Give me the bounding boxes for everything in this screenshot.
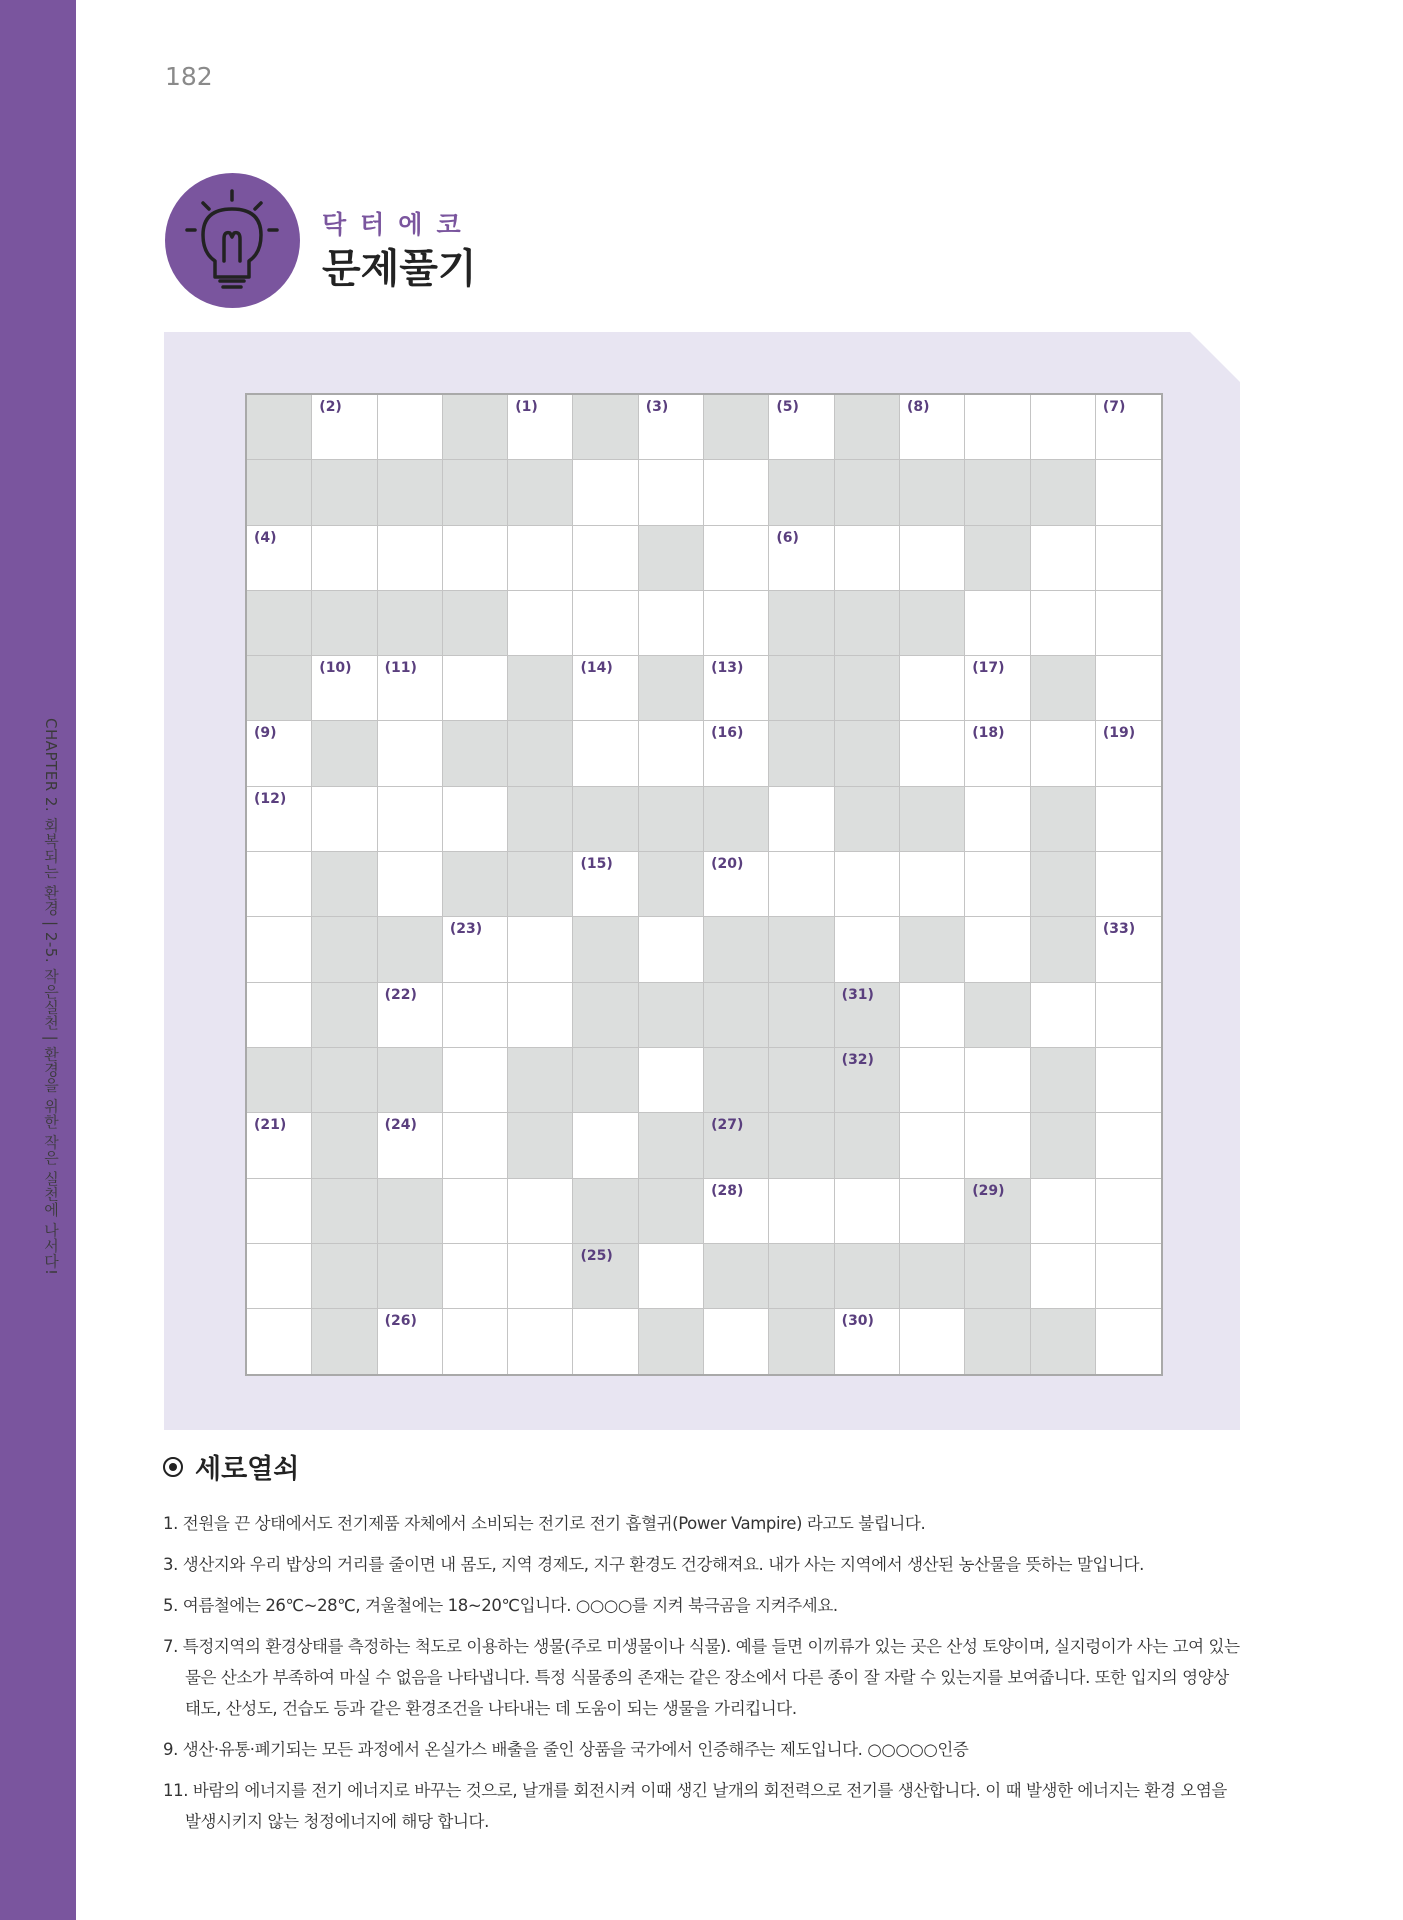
crossword-answer-cell[interactable] bbox=[965, 591, 1030, 656]
crossword-block-cell bbox=[573, 1048, 638, 1113]
crossword-answer-cell[interactable] bbox=[1096, 852, 1161, 917]
crossword-answer-cell[interactable] bbox=[508, 1244, 573, 1309]
crossword-block-cell bbox=[704, 1048, 769, 1113]
crossword-answer-cell[interactable] bbox=[835, 852, 900, 917]
crossword-answer-cell[interactable] bbox=[1096, 656, 1161, 721]
clue-number-label: (13) bbox=[711, 660, 744, 677]
crossword-answer-cell[interactable] bbox=[378, 787, 443, 852]
crossword-block-cell bbox=[769, 983, 834, 1048]
crossword-block-cell bbox=[965, 983, 1030, 1048]
crossword-block-cell bbox=[769, 656, 834, 721]
crossword-block-cell bbox=[443, 852, 508, 917]
crossword-answer-cell[interactable] bbox=[508, 1179, 573, 1244]
crossword-answer-cell[interactable] bbox=[900, 395, 965, 460]
crossword-answer-cell[interactable] bbox=[965, 1048, 1030, 1113]
crossword-block-cell bbox=[769, 1244, 834, 1309]
crossword-answer-cell[interactable] bbox=[965, 852, 1030, 917]
crossword-block-cell bbox=[312, 1048, 377, 1113]
clue-number-label: (11) bbox=[384, 660, 417, 677]
crossword-block-cell bbox=[639, 656, 704, 721]
clue-number-label: (24) bbox=[384, 1117, 417, 1134]
crossword-answer-cell[interactable] bbox=[965, 721, 1030, 786]
clue-number-label: (1) bbox=[515, 399, 538, 415]
crossword-answer-cell[interactable] bbox=[704, 656, 769, 721]
crossword-answer-cell[interactable] bbox=[247, 852, 312, 917]
crossword-answer-cell[interactable] bbox=[965, 1113, 1030, 1178]
crossword-answer-cell[interactable] bbox=[247, 721, 312, 786]
crossword-answer-cell[interactable] bbox=[247, 1309, 312, 1374]
crossword-block-cell bbox=[639, 1113, 704, 1178]
lightbulb-head-icon bbox=[165, 173, 300, 308]
crossword-answer-cell[interactable] bbox=[443, 917, 508, 982]
crossword-block-cell bbox=[508, 852, 573, 917]
crossword-answer-cell[interactable] bbox=[443, 1179, 508, 1244]
crossword-answer-cell[interactable] bbox=[443, 787, 508, 852]
crossword-block-cell bbox=[704, 917, 769, 982]
crossword-answer-cell[interactable] bbox=[965, 656, 1030, 721]
crossword-block-cell bbox=[769, 460, 834, 525]
crossword-answer-cell[interactable] bbox=[247, 787, 312, 852]
crossword-answer-cell[interactable] bbox=[704, 852, 769, 917]
clue-number-label: (26) bbox=[384, 1313, 417, 1330]
crossword-block-cell bbox=[312, 983, 377, 1048]
crossword-answer-cell[interactable] bbox=[1096, 1113, 1161, 1178]
clue-number-label: (29) bbox=[972, 1182, 1005, 1199]
crossword-block-cell bbox=[835, 1244, 900, 1309]
crossword-block-cell bbox=[508, 656, 573, 721]
clue-item: 9. 생산·유통·폐기되는 모든 과정에서 온실가스 배출을 줄인 상품을 국가에서 인증해주는 제도입니다. ○○○○○인증 bbox=[163, 1740, 969, 1759]
crossword-answer-cell[interactable] bbox=[508, 591, 573, 656]
crossword-answer-cell[interactable] bbox=[378, 852, 443, 917]
crossword-answer-cell[interactable] bbox=[1096, 787, 1161, 852]
crossword-answer-cell[interactable] bbox=[573, 526, 638, 591]
crossword-answer-cell[interactable] bbox=[965, 395, 1030, 460]
clues-header-label: 세로열쇠 bbox=[195, 1454, 300, 1485]
crossword-block-cell bbox=[769, 1048, 834, 1113]
crossword-answer-cell[interactable] bbox=[378, 526, 443, 591]
clue-number-label: (27) bbox=[711, 1117, 744, 1134]
page-number: 182 bbox=[165, 62, 213, 91]
crossword-block-cell bbox=[312, 591, 377, 656]
crossword-block-cell bbox=[704, 983, 769, 1048]
crossword-block-cell bbox=[443, 721, 508, 786]
crossword-answer-cell[interactable] bbox=[1096, 591, 1161, 656]
crossword-block-cell bbox=[639, 787, 704, 852]
crossword-block-cell bbox=[704, 395, 769, 460]
crossword-block-cell bbox=[378, 1179, 443, 1244]
clue-number-label: (7) bbox=[1102, 399, 1126, 415]
crossword-answer-cell[interactable] bbox=[639, 1244, 704, 1309]
crossword-answer-cell[interactable] bbox=[900, 852, 965, 917]
crossword-answer-cell[interactable] bbox=[704, 591, 769, 656]
clue-item: 5. 여름철에는 26℃~28℃, 겨울철에는 18~20℃입니다. ○○○○를 지켜 북극곰을 지켜주세요. bbox=[163, 1596, 838, 1615]
crossword-block-cell bbox=[900, 787, 965, 852]
crossword-answer-cell[interactable] bbox=[508, 1309, 573, 1374]
chapter-side-label: CHAPTER 2. 회복되는 환경 | 2-5. 작은실천 | 환경을 위한 작은 실천에 나서다! bbox=[42, 718, 60, 1276]
crossword-answer-cell[interactable] bbox=[1096, 526, 1161, 591]
crossword-answer-cell[interactable] bbox=[378, 656, 443, 721]
crossword-answer-cell[interactable] bbox=[1096, 721, 1161, 786]
crossword-answer-cell[interactable] bbox=[312, 395, 377, 460]
crossword-block-cell bbox=[312, 721, 377, 786]
crossword-block-cell bbox=[508, 1113, 573, 1178]
crossword-block-cell bbox=[1031, 460, 1096, 525]
crossword-block-cell bbox=[704, 787, 769, 852]
crossword-block-cell bbox=[704, 1113, 769, 1178]
crossword-block-cell bbox=[247, 395, 312, 460]
crossword-block-cell bbox=[900, 917, 965, 982]
crossword-block-cell bbox=[312, 460, 377, 525]
crossword-answer-cell[interactable] bbox=[1031, 721, 1096, 786]
crossword-block-cell bbox=[247, 1048, 312, 1113]
crossword-block-cell bbox=[312, 1113, 377, 1178]
crossword-block-cell bbox=[573, 1179, 638, 1244]
crossword-answer-cell[interactable] bbox=[508, 917, 573, 982]
clue-number-label: (18) bbox=[972, 725, 1005, 742]
crossword-block-cell bbox=[508, 721, 573, 786]
crossword-answer-cell[interactable] bbox=[704, 460, 769, 525]
clue-number-label: (8) bbox=[906, 399, 930, 415]
crossword-answer-cell[interactable] bbox=[1096, 1244, 1161, 1309]
crossword-answer-cell[interactable] bbox=[900, 1048, 965, 1113]
crossword-block-cell bbox=[573, 917, 638, 982]
crossword-answer-cell[interactable] bbox=[835, 1179, 900, 1244]
crossword-answer-cell[interactable] bbox=[312, 787, 377, 852]
crossword-block-cell bbox=[769, 721, 834, 786]
clue-number-label: (22) bbox=[384, 986, 417, 1003]
crossword-answer-cell[interactable] bbox=[769, 1179, 834, 1244]
crossword-answer-cell[interactable] bbox=[1096, 1309, 1161, 1374]
crossword-block-cell bbox=[247, 591, 312, 656]
crossword-answer-cell[interactable] bbox=[378, 1113, 443, 1178]
crossword-answer-cell[interactable] bbox=[900, 656, 965, 721]
bullet-target-icon bbox=[163, 1457, 183, 1477]
crossword-answer-cell[interactable] bbox=[1031, 395, 1096, 460]
crossword-answer-cell[interactable] bbox=[1031, 591, 1096, 656]
clue-number-label: (23) bbox=[449, 921, 483, 938]
clue-number-label: (6) bbox=[776, 529, 799, 546]
crossword-answer-cell[interactable] bbox=[1096, 395, 1161, 460]
crossword-block-cell bbox=[573, 787, 638, 852]
crossword-block-cell bbox=[1031, 1048, 1096, 1113]
crossword-answer-cell[interactable] bbox=[769, 526, 834, 591]
crossword-block-cell bbox=[965, 1309, 1030, 1374]
crossword-block-cell bbox=[639, 1179, 704, 1244]
clue-number-label: (28) bbox=[711, 1182, 744, 1199]
crossword-block-cell bbox=[247, 460, 312, 525]
clue-number-label: (30) bbox=[841, 1313, 874, 1330]
crossword-answer-cell[interactable] bbox=[573, 852, 638, 917]
crossword-answer-cell[interactable] bbox=[769, 852, 834, 917]
clue-item: 7. 특정지역의 환경상태를 측정하는 척도로 이용하는 생물(주로 미생물이나 식물). 예를 들면 이끼류가 있는 곳은 산성 토양이며, 실지렁이가 사는 고여 있는 물은 산소가 부족하여 마실 수 없음을 나타냅니다. 특정 식물종의 존재는 같은 장소에서 다른 종이 잘 자랄 수 있는지를 보여줍니다. 또한 입지의 영양상태도, 산성도, 건습도 등과 같은 환경조건을 나타내는 데 도움이 되는 생물을 가리킵니다. bbox=[163, 1637, 1240, 1718]
clue-number-label: (15) bbox=[580, 856, 613, 873]
crossword-answer-cell[interactable] bbox=[247, 983, 312, 1048]
crossword-answer-cell[interactable] bbox=[443, 526, 508, 591]
crossword-block-cell bbox=[704, 1244, 769, 1309]
clue-number-label: (14) bbox=[580, 660, 613, 677]
crossword-answer-cell[interactable] bbox=[900, 1179, 965, 1244]
crossword-block-cell bbox=[508, 460, 573, 525]
crossword-answer-cell[interactable] bbox=[312, 656, 377, 721]
crossword-block-cell bbox=[900, 460, 965, 525]
crossword-block-cell bbox=[312, 1244, 377, 1309]
clue-number-label: (10) bbox=[319, 660, 352, 677]
crossword-block-cell bbox=[378, 1048, 443, 1113]
crossword-answer-cell[interactable] bbox=[247, 1179, 312, 1244]
clue-number-label: (19) bbox=[1102, 725, 1136, 742]
crossword-block-cell bbox=[312, 1309, 377, 1374]
crossword-answer-cell[interactable] bbox=[835, 1309, 900, 1374]
crossword-answer-cell[interactable] bbox=[900, 1113, 965, 1178]
clues-header bbox=[163, 1447, 1243, 1486]
crossword-block-cell bbox=[769, 591, 834, 656]
crossword-block-cell bbox=[1031, 787, 1096, 852]
clues-section bbox=[163, 1447, 1243, 1847]
crossword-block-cell bbox=[965, 1244, 1030, 1309]
crossword-answer-cell[interactable] bbox=[378, 1309, 443, 1374]
crossword-answer-cell[interactable] bbox=[247, 917, 312, 982]
crossword-block-cell bbox=[247, 656, 312, 721]
crossword-grid bbox=[245, 393, 1163, 1376]
crossword-block-cell bbox=[443, 460, 508, 525]
clue-number-label: (32) bbox=[841, 1051, 874, 1068]
crossword-block-cell bbox=[443, 591, 508, 656]
crossword-answer-cell[interactable] bbox=[378, 983, 443, 1048]
clue-number-label: (33) bbox=[1102, 921, 1136, 938]
crossword-answer-cell[interactable] bbox=[312, 526, 377, 591]
crossword-answer-cell[interactable] bbox=[900, 983, 965, 1048]
crossword-block-cell bbox=[900, 1244, 965, 1309]
crossword-block-cell bbox=[378, 591, 443, 656]
crossword-answer-cell[interactable] bbox=[900, 1309, 965, 1374]
crossword-block-cell bbox=[312, 852, 377, 917]
clue-number-label: (20) bbox=[711, 856, 744, 873]
clue-number-label: (4) bbox=[254, 529, 277, 546]
crossword-answer-cell[interactable] bbox=[508, 395, 573, 460]
crossword-answer-cell[interactable] bbox=[443, 1309, 508, 1374]
clue-number-label: (9) bbox=[254, 725, 277, 742]
crossword-answer-cell[interactable] bbox=[508, 983, 573, 1048]
crossword-answer-cell[interactable] bbox=[1096, 1048, 1161, 1113]
crossword-answer-cell[interactable] bbox=[769, 787, 834, 852]
chapter-sidebar bbox=[0, 0, 76, 1920]
crossword-block-cell bbox=[312, 1179, 377, 1244]
crossword-answer-cell[interactable] bbox=[508, 526, 573, 591]
crossword-answer-cell[interactable] bbox=[704, 526, 769, 591]
crossword-answer-cell[interactable] bbox=[443, 983, 508, 1048]
crossword-answer-cell[interactable] bbox=[835, 526, 900, 591]
crossword-answer-cell[interactable] bbox=[1096, 460, 1161, 525]
crossword-block-cell bbox=[835, 395, 900, 460]
crossword-block-cell bbox=[508, 787, 573, 852]
crossword-answer-cell[interactable] bbox=[639, 1048, 704, 1113]
clue-number-label: (5) bbox=[776, 399, 799, 415]
clue-item: 3. 생산지와 우리 밥상의 거리를 줄이면 내 몸도, 지역 경제도, 지구 환경도 건강해져요. 내가 사는 지역에서 생산된 농산물을 뜻하는 말입니다. bbox=[163, 1555, 1145, 1574]
crossword-answer-cell[interactable] bbox=[573, 591, 638, 656]
crossword-answer-cell[interactable] bbox=[639, 395, 704, 460]
clue-number-label: (31) bbox=[841, 986, 874, 1003]
crossword-block-cell bbox=[312, 917, 377, 982]
crossword-answer-cell[interactable] bbox=[639, 917, 704, 982]
crossword-answer-cell[interactable] bbox=[1096, 983, 1161, 1048]
crossword-answer-cell[interactable] bbox=[573, 721, 638, 786]
crossword-block-cell bbox=[639, 526, 704, 591]
crossword-block-cell bbox=[835, 787, 900, 852]
crossword-answer-cell[interactable] bbox=[573, 460, 638, 525]
crossword-block-cell bbox=[835, 721, 900, 786]
crossword-answer-cell[interactable] bbox=[900, 526, 965, 591]
crossword-block-cell bbox=[1031, 1309, 1096, 1374]
crossword-block-cell bbox=[573, 983, 638, 1048]
crossword-answer-cell[interactable] bbox=[443, 656, 508, 721]
crossword-answer-cell[interactable] bbox=[247, 1244, 312, 1309]
crossword-answer-cell[interactable] bbox=[378, 395, 443, 460]
crossword-block-cell bbox=[639, 983, 704, 1048]
crossword-block-cell bbox=[639, 852, 704, 917]
crossword-answer-cell[interactable] bbox=[443, 1113, 508, 1178]
crossword-block-cell bbox=[965, 1179, 1030, 1244]
crossword-answer-cell[interactable] bbox=[443, 1048, 508, 1113]
crossword-answer-cell[interactable] bbox=[704, 721, 769, 786]
crossword-block-cell bbox=[965, 526, 1030, 591]
crossword-block-cell bbox=[378, 917, 443, 982]
crossword-answer-cell[interactable] bbox=[573, 1113, 638, 1178]
crossword-answer-cell[interactable] bbox=[247, 1113, 312, 1178]
crossword-block-cell bbox=[835, 983, 900, 1048]
crossword-answer-cell[interactable] bbox=[704, 1309, 769, 1374]
crossword-block-cell bbox=[378, 460, 443, 525]
clue-number-label: (3) bbox=[645, 399, 669, 415]
clue-number-label: (12) bbox=[254, 790, 287, 807]
crossword-block-cell bbox=[573, 1244, 638, 1309]
crossword-answer-cell[interactable] bbox=[769, 395, 834, 460]
crossword-answer-cell[interactable] bbox=[1031, 1179, 1096, 1244]
crossword-answer-cell[interactable] bbox=[965, 917, 1030, 982]
crossword-block-cell bbox=[835, 1113, 900, 1178]
clue-number-label: (21) bbox=[254, 1117, 287, 1134]
crossword-block-cell bbox=[769, 1309, 834, 1374]
crossword-block-cell bbox=[769, 917, 834, 982]
crossword-block-cell bbox=[1031, 852, 1096, 917]
crossword-block-cell bbox=[835, 460, 900, 525]
crossword-answer-cell[interactable] bbox=[639, 460, 704, 525]
clue-item: 1. 전원을 끈 상태에서도 전기제품 자체에서 소비되는 전기로 전기 흡혈귀(Power Vampire) 라고도 불립니다. bbox=[163, 1514, 926, 1533]
crossword-block-cell bbox=[1031, 1113, 1096, 1178]
crossword-answer-cell[interactable] bbox=[573, 656, 638, 721]
crossword-block-cell bbox=[1031, 656, 1096, 721]
crossword-answer-cell[interactable] bbox=[1096, 1179, 1161, 1244]
clue-number-label: (2) bbox=[319, 399, 342, 415]
crossword-answer-cell[interactable] bbox=[639, 721, 704, 786]
section-title: 문제풀기 bbox=[322, 246, 477, 292]
clue-number-label: (16) bbox=[711, 725, 744, 742]
crossword-block-cell bbox=[378, 1244, 443, 1309]
crossword-block-cell bbox=[769, 1113, 834, 1178]
crossword-block-cell bbox=[900, 591, 965, 656]
crossword-answer-cell[interactable] bbox=[1031, 526, 1096, 591]
crossword-answer-cell[interactable] bbox=[443, 1244, 508, 1309]
crossword-answer-cell[interactable] bbox=[965, 787, 1030, 852]
crossword-block-cell bbox=[835, 591, 900, 656]
crossword-block-cell bbox=[835, 1048, 900, 1113]
section-subtitle: 닥터에코 bbox=[322, 210, 475, 239]
crossword-block-cell bbox=[965, 460, 1030, 525]
clue-number-label: (25) bbox=[580, 1247, 613, 1264]
crossword-answer-cell[interactable] bbox=[1096, 917, 1161, 982]
crossword-block-cell bbox=[508, 1048, 573, 1113]
crossword-answer-cell[interactable] bbox=[835, 917, 900, 982]
crossword-answer-cell[interactable] bbox=[639, 591, 704, 656]
crossword-answer-cell[interactable] bbox=[704, 1179, 769, 1244]
crossword-block-cell bbox=[639, 1309, 704, 1374]
crossword-answer-cell[interactable] bbox=[1031, 1244, 1096, 1309]
crossword-block-cell bbox=[443, 395, 508, 460]
crossword-block-cell bbox=[835, 656, 900, 721]
crossword-answer-cell[interactable] bbox=[573, 1309, 638, 1374]
clue-number-label: (17) bbox=[972, 660, 1005, 677]
crossword-answer-cell[interactable] bbox=[247, 526, 312, 591]
crossword-block-cell bbox=[1031, 917, 1096, 982]
crossword-answer-cell[interactable] bbox=[900, 721, 965, 786]
crossword-block-cell bbox=[573, 395, 638, 460]
crossword-answer-cell[interactable] bbox=[378, 721, 443, 786]
clue-item: 11. 바람의 에너지를 전기 에너지로 바꾸는 것으로, 날개를 회전시켜 이때 생긴 날개의 회전력으로 전기를 생산합니다. 이 때 발생한 에너지는 환경 오염을 발생시키지 않는 청정에너지에 해당 합니다. bbox=[163, 1781, 1227, 1831]
crossword-answer-cell[interactable] bbox=[1031, 983, 1096, 1048]
